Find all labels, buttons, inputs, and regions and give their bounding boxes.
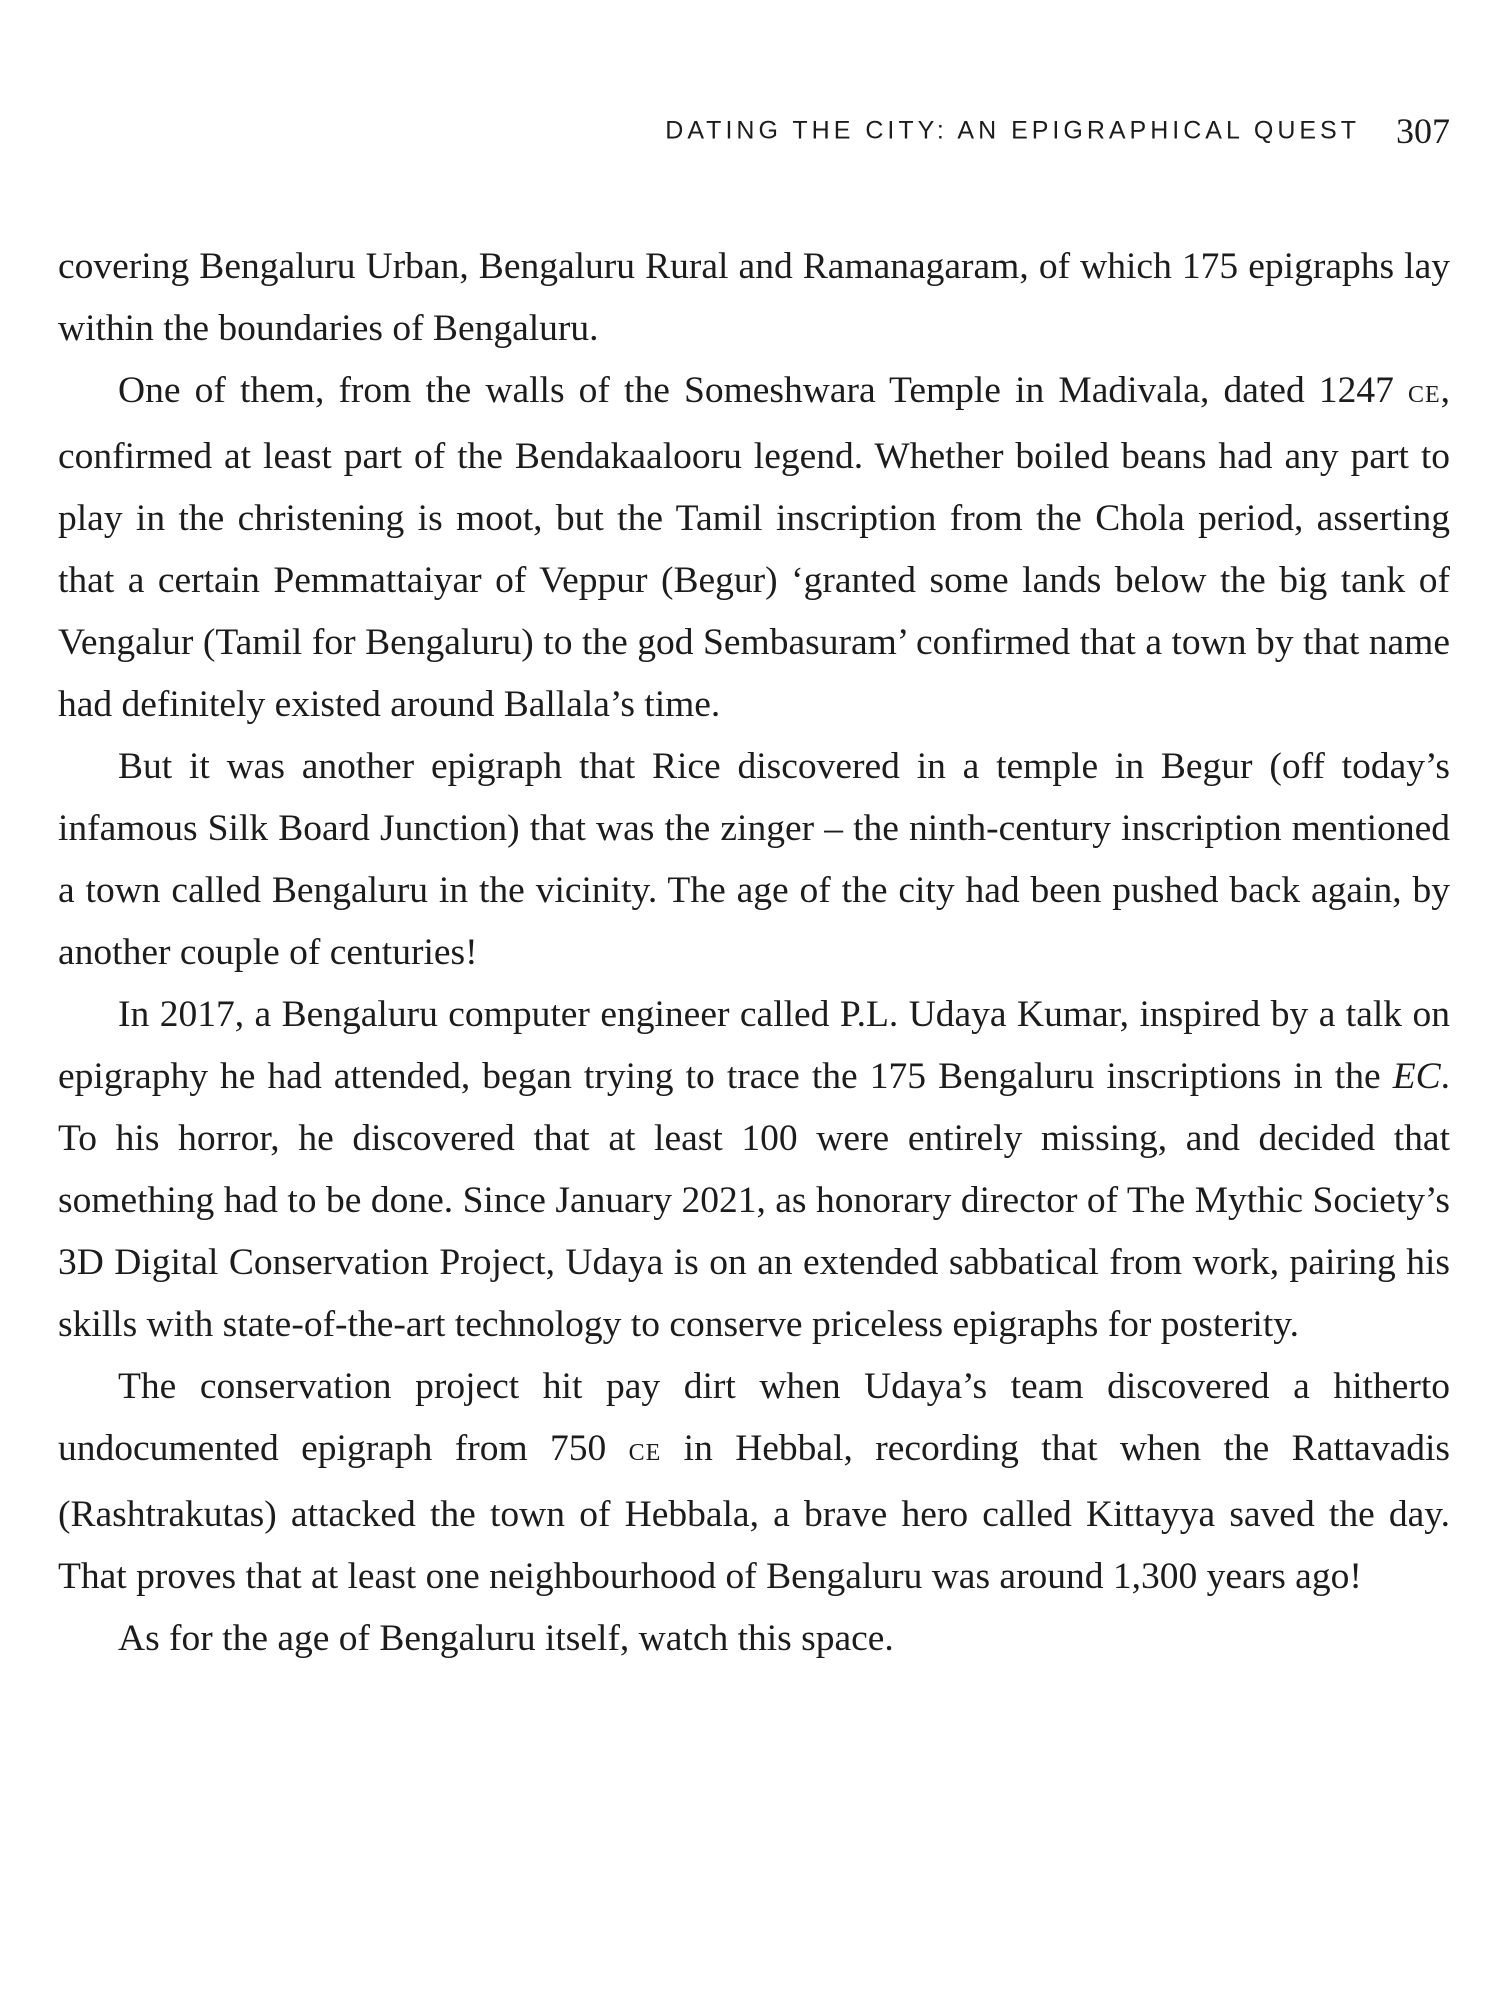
paragraph-1 <box>58 236 1450 360</box>
paragraph-2 <box>58 360 1450 736</box>
era-abbreviation: CE <box>1407 382 1441 408</box>
italic-abbreviation: EC <box>1392 1056 1441 1097</box>
era-abbreviation: CE <box>628 1440 662 1466</box>
running-head <box>58 110 1450 152</box>
paragraph-1-text: covering Bengaluru Urban, Bengaluru Rural and Ramanagaram, of which 175 epigraphs lay within the boundaries of Bengaluru. <box>58 246 1450 349</box>
paragraph-3 <box>58 736 1450 984</box>
paragraph-5-text-end: in Hebbal, recording that when the Rattavadis (Rashtrakutas) attacked the town of Hebbala, a brave hero called Kittayya saved the day. That proves that at least one neighbourhood of Bengaluru was around 1,300 years ago! <box>58 1428 1450 1597</box>
paragraph-4-text-end: . To his horror, he discovered that at least 100 were entirely missing, and decided that something had to be done. Since January 2021, as honorary director of The Mythic Society’s 3D Digital Conservation Project, Udaya is on an extended sabbatical from work, pairing his skills with state-of-the-art technology to conserve priceless epigraphs for posterity. <box>58 1056 1450 1345</box>
paragraph-6 <box>58 1608 1450 1670</box>
paragraph-6-text: As for the age of Bengaluru itself, watch this space. <box>118 1618 894 1659</box>
paragraph-2-text-end: , confirmed at least part of the Bendakaalooru legend. Whether boiled beans had any part to play in the christening is moot, but the Tamil inscription from the Chola period, asserting that a certain Pemmattaiyar of Veppur (Begur) ‘granted some lands below the big tank of Vengalur (Tamil for Bengaluru) to the god Sembasuram’ confirmed that a town by that name had definitely existed around Ballala’s time. <box>58 370 1450 725</box>
running-title: DATING THE CITY: AN EPIGRAPHICAL QUEST <box>665 116 1360 145</box>
paragraph-4-text-start: In 2017, a Bengaluru computer engineer called P.L. Udaya Kumar, inspired by a talk on epigraphy he had attended, began trying to trace the 175 Bengaluru inscriptions in the <box>58 994 1450 1097</box>
paragraph-4 <box>58 984 1450 1356</box>
paragraph-5-text-start: The conservation project hit pay dirt when Udaya’s team discovered a hitherto undocumented epigraph from 750 <box>58 1366 1450 1469</box>
paragraph-5 <box>58 1356 1450 1608</box>
body-text <box>58 236 1450 1670</box>
page-number: 307 <box>1396 111 1450 151</box>
paragraph-2-text-start: One of them, from the walls of the Someshwara Temple in Madivala, dated 1247 <box>118 370 1408 411</box>
paragraph-3-text: But it was another epigraph that Rice discovered in a temple in Begur (off today’s infamous Silk Board Junction) that was the zinger – the ninth-century inscription mentioned a town called Bengaluru in the vicinity. The age of the city had been pushed back again, by another couple of centuries! <box>58 746 1450 973</box>
